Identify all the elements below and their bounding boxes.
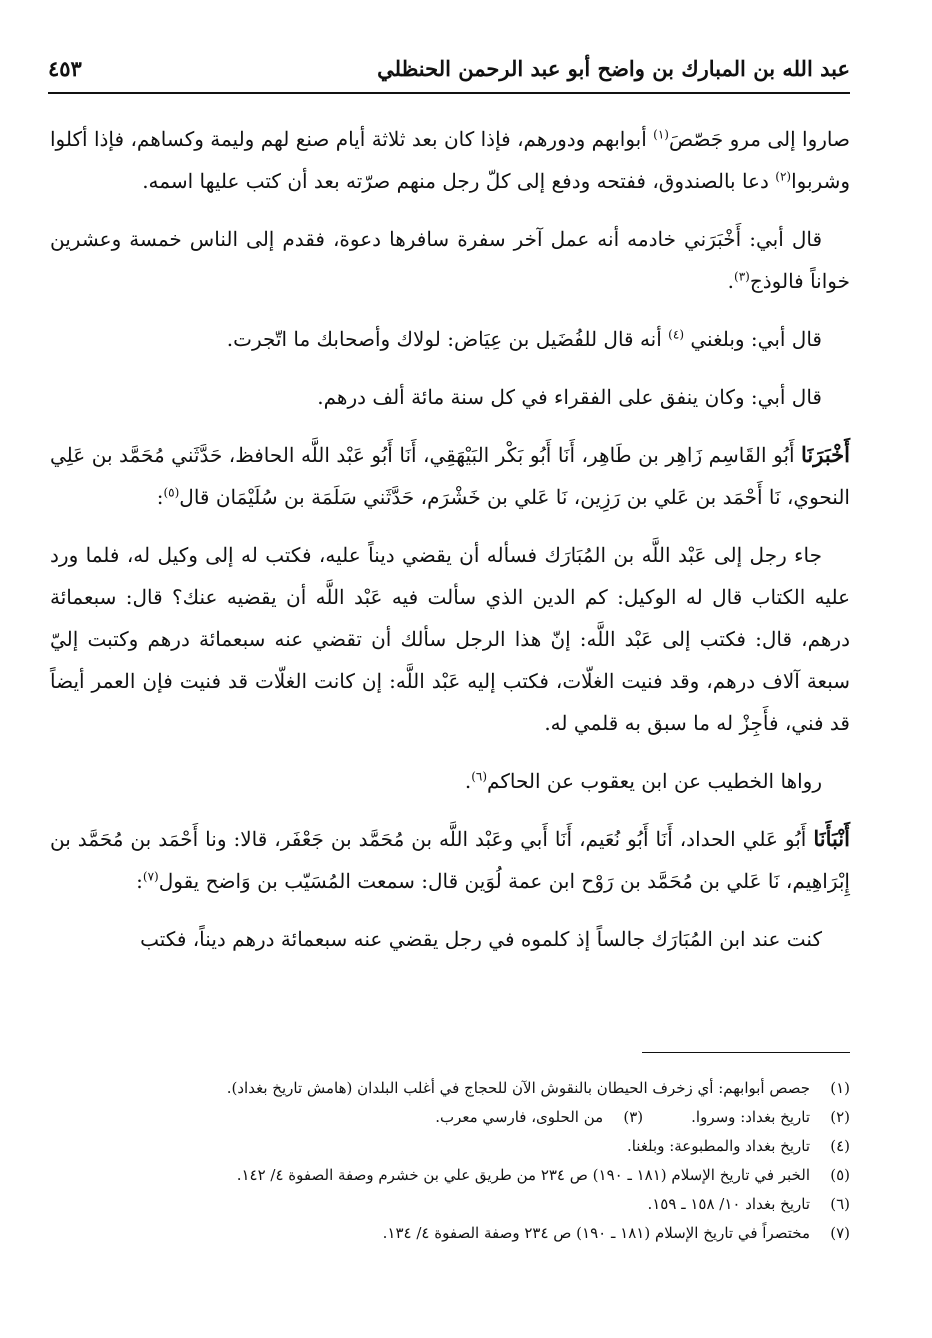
footnote-text: تاريخ بغداد والمطبوعة: وبلغنا.	[626, 1137, 810, 1155]
footnote-number: (٦)	[830, 1195, 850, 1213]
footnote-number: (٥)	[830, 1166, 850, 1184]
paragraph-text: قال أبي: وكان ينفق على الفقراء في كل سنة مائة ألف درهم.	[317, 385, 822, 409]
isnad-lead-word: أَخْبَرَنَا	[801, 442, 850, 467]
footnote-marker: (٥)	[163, 485, 180, 500]
running-header-title: عبد الله بن المبارك بن واضح أبو عبد الرحمن الحنظلي	[377, 56, 850, 81]
footnote-number: (٢)	[830, 1108, 850, 1126]
paragraph	[50, 118, 850, 202]
paragraph-text: كنت عند ابن المُبَارَك جالساً إذ كلموه في رجل يقضي عنه سبعمائة درهم ديناً، فكتب	[140, 927, 822, 951]
paragraph-text: .	[727, 269, 734, 293]
paragraph-text: .	[464, 769, 472, 793]
footnote	[50, 1132, 850, 1161]
isnad-paragraph	[50, 818, 850, 902]
footnote-marker: (١)	[653, 127, 669, 142]
main-text	[50, 118, 850, 976]
paragraph-text: أَبُو القَاسِم زَاهِر بن طَاهِر، أَنَا أَبُو بَكْر البَيْهَقِي، أَنَا أَبُو عَبْد اللَّه الحافظ، حَدَّثَني مُحَمَّد بن عَلِي النحوي، نَا أَحْمَد بن عَلي بن رَزِين، نَا عَلي بن خَشْرَم، حَدَّثَني سَلَمَة بن سُلَيْمَان قال	[50, 443, 850, 509]
paragraph-text: :	[156, 485, 164, 509]
footnote	[50, 1190, 850, 1219]
footnote	[50, 1074, 850, 1103]
footnote	[50, 1103, 850, 1132]
paragraph-text: رواها الخطيب عن ابن يعقوب عن الحاكم	[487, 769, 822, 793]
paragraph-text: دعا بالصندوق، ففتحه ودفع إلى كلّ رجل منهم صرّته بعد أن كتب عليها اسمه.	[142, 169, 776, 193]
footnote-marker: (٢)	[775, 169, 792, 184]
paragraph	[50, 534, 850, 744]
paragraph-text: قال أبي: أَخْبَرَني خادمه أنه عمل آخر سفرة سافرها دعوة، فقدم إلى الناس خمسة وعشرين خواناً فالوذج	[50, 227, 850, 293]
footnote-text: الخبر في تاريخ الإسلام (١٨١ ـ ١٩٠) ص ٢٣٤ من طريق علي بن خشرم وصفة الصفوة ٤/ ١٤٢.	[236, 1166, 810, 1184]
footnote-marker: (٧)	[142, 869, 159, 884]
paragraph-text: أَبُو عَلي الحداد، أَنَا أَبُو نُعَيم، أَنَا أَبي وعَبْد اللَّه بن مُحَمَّد بن جَعْفَر، قالا: ونا أَحْمَد بن مُحَمَّد بن إِبْرَاهِيم، نَا عَلي بن مُحَمَّد بن رَوْح ابن عمة لُوَين قال: سمعت المُسَيّب بن وَاضح يقول	[50, 827, 850, 893]
paragraph	[50, 218, 850, 302]
footnote-text: تاريخ بغداد ١٠/ ١٥٨ ـ ١٥٩.	[647, 1195, 810, 1213]
footnote-text: جصص أبوابهم: أي زخرف الحيطان بالنقوش الآن للحجاج في أغلب البلدان (هامش تاريخ بغداد).	[226, 1079, 810, 1097]
footnote-number: (٣)	[623, 1108, 644, 1126]
footnote	[50, 1161, 850, 1190]
footnote-marker: (٤)	[668, 327, 684, 342]
footnote-text: من الحلوى، فارسي معرب.	[435, 1108, 604, 1126]
footnote-divider	[642, 1052, 850, 1053]
paragraph	[50, 918, 850, 960]
paragraph-text: صاروا إلى مرو جَصّصَ	[668, 127, 850, 151]
isnad-lead-word: أَنْبَأَنَا	[813, 826, 850, 851]
paragraph-text: جاء رجل إلى عَبْد اللَّه بن المُبَارَك فسأله أن يقضي ديناً عليه، فكتب له إلى وكيل له، فلما ورد عليه الكتاب قال له الوكيل: كم الدين الذي سألت فيه عَبْد اللَّه أن يقضيه عنك؟ قال: سبعمائة درهم، قال: فكتب إلى عَبْد اللَّه: إنّ هذا الرجل سألك أن تقضي عنه سبعمائة درهم وكتبت إليّ سبعة آلاف درهم، وقد فنيت الغلّات، فكتب إليه عَبْد اللَّه: إن كانت الغلّات قد فنيت فإن العمر أيضاً قد فني، فأَجِزْ له ما سبق به قلمي له.	[50, 543, 850, 735]
footnote	[50, 1219, 850, 1248]
paragraph-text: :	[136, 869, 143, 893]
page-number: ٤٥٣	[48, 56, 82, 81]
paragraph-text: قال أبي: وبلغني	[690, 327, 822, 351]
footnote-number: (١)	[830, 1079, 850, 1097]
paragraph	[50, 376, 850, 418]
footnotes	[50, 1074, 850, 1248]
isnad-paragraph	[50, 434, 850, 518]
footnote-text: مختصراً في تاريخ الإسلام (١٨١ ـ ١٩٠) ص ٢٣٤ وصفة الصفوة ٤/ ١٣٤.	[382, 1224, 810, 1242]
footnote-number: (٧)	[830, 1224, 850, 1242]
footnote-spacer	[643, 1103, 691, 1132]
footnote-text: تاريخ بغداد: وسروا.	[691, 1108, 810, 1126]
paragraph	[50, 318, 850, 360]
paragraph-text: أبوابهم ودورهم، فإذا كان بعد ثلاثة أيام صنع لهم وليمة وكساهم، فإذا أكلوا وشربوا	[50, 127, 850, 193]
footnote-marker: (٦)	[471, 769, 488, 784]
running-header	[48, 52, 850, 94]
footnote-number: (٤)	[830, 1137, 850, 1155]
paragraph	[50, 760, 850, 802]
paragraph-text: أنه قال للفُضَيل بن عِيَاض: لولاك وأصحابك ما اتّجرت.	[226, 327, 669, 351]
footnote-marker: (٣)	[734, 269, 750, 284]
